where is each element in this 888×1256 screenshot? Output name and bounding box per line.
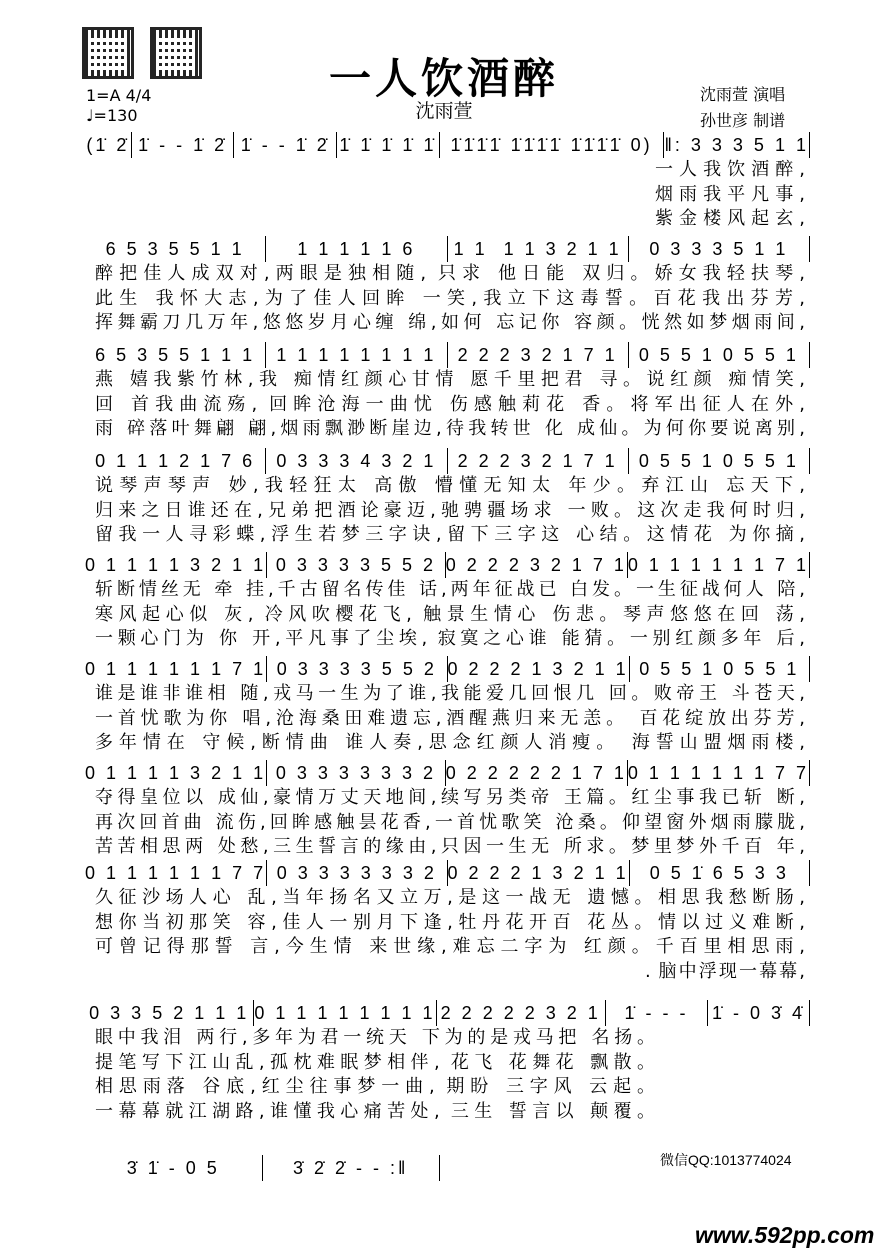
score-system [85,760,810,860]
lyric-line: 斩断情丝无 牵 挂,千古留名传佳 话,两年征战已 白发。一生征战何人 陪, [95,579,805,600]
score-system [85,860,810,984]
measure: 0 5 1̇ 6 5 3 3 [630,860,810,886]
lyric-line: 说琴声琴声 妙,我轻狂太 高傲 懵懂无知太 年少。弃江山 忘天下, [95,475,805,496]
lyric-line: 想你当初那笑 容,佳人一别月下逢,牡丹花开百 花丛。情以过义难断, [95,911,805,933]
measure: 2 2 2 3 2 1 7 1 [448,342,629,368]
lyric-line: 一人我饮酒醉, [655,159,805,180]
lyric-line: 谁是谁非谁相 随,戎马一生为了谁,我能爱几回恨几 回。败帝王 斗苍天, [95,683,805,704]
notation-line [85,342,810,368]
tempo: ♩=130 [86,106,138,125]
measure: 2 2 2 3 2 1 7 1 [448,448,629,474]
measure: 0 5 5 1 0 5 5 1 [629,342,810,368]
measure: 1̇ - - 1̇ 2̇ [132,132,235,158]
lyric-line: 久征沙场人心 乱,当年扬名又立万,是这一战无 遗憾。相思我愁断肠, [95,887,805,908]
measure: 6 5 3 5 5 1 1 1 [85,342,266,368]
lyric-line: 一颗心门为 你 开,平凡事了尘埃, 寂寞之心谁 能猜。一别红颜多年 后, [95,628,805,649]
song-title: 一人饮酒醉 [328,54,559,103]
measure: 1 1 1 1 3 2 1 1 [448,236,629,262]
measure: 0 3 3 3 3 3 3 2 [267,860,447,886]
score-system [85,1000,810,1124]
measure: 3̇ 2̇ 2̇ - - :‖ [263,1155,441,1181]
lyric-line: 夺得皇位以 成仙,豪情万丈天地间,续写另类帝 王篇。红尘事我已斩 断, [95,787,805,808]
notation-line [85,448,810,474]
lyric-line: 挥舞霸刀几万年,悠悠岁月心缠 绵,如何 忘记你 容颜。恍然如梦烟雨间, [95,312,805,333]
notation-line [85,552,810,578]
score-system [85,132,810,232]
score-system [85,236,810,336]
measure: ‖: 3 3 3 5 1 1 [664,132,810,158]
measure: 0 3 3 3 5 1 1 [629,236,810,262]
measure: 1̇1̇1̇1̇ 1̇1̇1̇1̇ 1̇1̇1̇1̇ 0) [440,132,665,158]
measure: 0 1 1 1 1 1 1 7 7 [85,860,267,886]
lyric-line: 紫金楼风起玄, [655,208,805,229]
contact-info: 微信QQ:1013774024 [660,1152,792,1168]
lyric-line: 一幕幕就江湖路,谁懂我心痛苦处, 三生 誓言以 颠覆。 [95,1100,655,1122]
measure: 1̇ - - 1̇ 2̇ [234,132,337,158]
lyric-line: 燕 嬉我紫竹林,我 痴情红颜心甘情 愿千里把君 寻。说红颜 痴情笑, [95,369,805,390]
measure: (1̇ 2̇ [85,132,132,158]
notation-line [85,132,810,158]
notation-line [85,1155,440,1181]
measure: 1 1 1 1 1 6 [266,236,447,262]
lyric-line: 眼中我泪 两行,多年为君一统天 下为的是戎马把 名扬。 [95,1027,655,1048]
lyric-line: 醉把佳人成双对,两眼是独相随, 只求 他日能 双归。娇女我轻扶琴, [95,263,805,284]
lyric-line: 一首忧歌为你 唱,沧海桑田难遗忘,酒醒燕归来无恙。 百花绽放出芬芳, [95,707,805,729]
lyric-line: 归来之日谁还在,兄弟把酒论豪迈,驰骋疆场求 一败。这次走我何时归, [95,499,805,521]
measure: 1̇ 1̇ 1̇ 1̇ 1̇ [337,132,440,158]
measure: 2 2 2 2 2 3 2 1 [437,1000,606,1026]
measure: 0 3 3 3 3 3 3 2 [267,760,446,786]
lyric-line: 烟雨我平凡事, [655,183,805,205]
lyric-line: 雨 碎落叶舞翩 翩,烟雨飘渺断崖边,待我转世 化 成仙。为何你要说离别, [95,418,805,439]
measure: 0 5 5 1 0 5 5 1 [629,448,810,474]
measure: 0 3 3 3 3 5 5 2 [267,656,447,682]
score-system [85,552,810,652]
measure: 1̇ - 0 3̇ 4̇ [708,1000,810,1026]
measure: 0 2 2 2 1 3 2 1 1 [448,656,630,682]
lyric-line: 再次回首曲 流伤,回眸感触昙花香,一首忧歌笑 沧桑。仰望窗外烟雨朦胧, [95,811,805,833]
measure: 0 2 2 2 1 3 2 1 1 [448,860,630,886]
notation-line [85,236,810,262]
score-system [85,656,810,756]
measure: 0 3 3 3 3 5 5 2 [267,552,446,578]
measure: 6 5 3 5 5 1 1 [85,236,266,262]
measure: 0 1 1 1 2 1 7 6 [85,448,266,474]
lyric-line: 回 首我曲流殇, 回眸沧海一曲忧 伤感触莉花 香。将军出征人在外, [95,393,805,415]
notation-line [85,860,810,886]
measure: 0 3 3 5 2 1 1 1 [85,1000,254,1026]
singer-credit: 沈雨萱 演唱 [700,85,786,104]
measure: 1̇ - - - [606,1000,708,1026]
measure: 0 2 2 2 3 2 1 7 1 [446,552,628,578]
lyric-line: 苦苦相思两 处愁,三生誓言的缘由,只因一生无 所求。梦里梦外千百 年, [95,836,805,857]
measure: 0 3 3 3 4 3 2 1 [266,448,447,474]
measure: 0 1 1 1 1 1 1 1 1 [254,1000,436,1026]
measure: 0 1 1 1 1 1 1 7 7 [628,760,810,786]
lyric-line: 留我一人寻彩蝶,浮生若梦三字诀,留下三字这 心结。这情花 为你摘, [95,524,805,545]
notation-line [85,656,810,682]
lyric-line: 可曾记得那誓 言,今生情 来世缘,难忘二字为 红颜。千百里相思雨, [95,936,805,957]
lyric-line: 多年情在 守候,断情曲 谁人奏,思念红颜人消瘦。 海誓山盟烟雨楼, [95,732,805,753]
key-signature: 1=A 4/4 [86,86,152,105]
measure: 0 1 1 1 1 1 1 7 1 [628,552,810,578]
website-watermark: www.592pp.com [695,1222,875,1248]
score-system [85,1155,440,1181]
lyric-line: . 脑中浮现一幕幕, [645,960,805,982]
lyric-line: 提笔写下江山乱,孤枕难眠梦相伴, 花飞 花舞花 飘散。 [95,1051,655,1073]
lyric-line: 寒风起心似 灰, 冷风吹樱花飞, 触景生情心 伤悲。琴声悠悠在回 荡, [95,603,805,625]
song-subtitle: 沈雨萱 [415,100,473,122]
measure: 0 2 2 2 2 2 1 7 1 [446,760,628,786]
measure: 3̇ 1̇ - 0 5 [85,1155,263,1181]
measure: 0 1 1 1 1 3 2 1 1 [85,760,267,786]
arranger-credit: 孙世彦 制谱 [700,111,786,130]
lyric-line: 此生 我怀大志,为了佳人回眸 一笑,我立下这毒誓。百花我出芬芳, [95,287,805,309]
score-system [85,342,810,442]
score-system [85,448,810,548]
measure: 1 1 1 1 1 1 1 1 [266,342,447,368]
measure: 0 1 1 1 1 1 1 7 1 [85,656,267,682]
lyric-line: 相思雨落 谷底,红尘往事梦一曲, 期盼 三字风 云起。 [95,1076,655,1097]
notation-line [85,760,810,786]
measure: 0 1 1 1 1 3 2 1 1 [85,552,267,578]
measure: 0 5 5 1 0 5 5 1 [630,656,810,682]
notation-line [85,1000,810,1026]
